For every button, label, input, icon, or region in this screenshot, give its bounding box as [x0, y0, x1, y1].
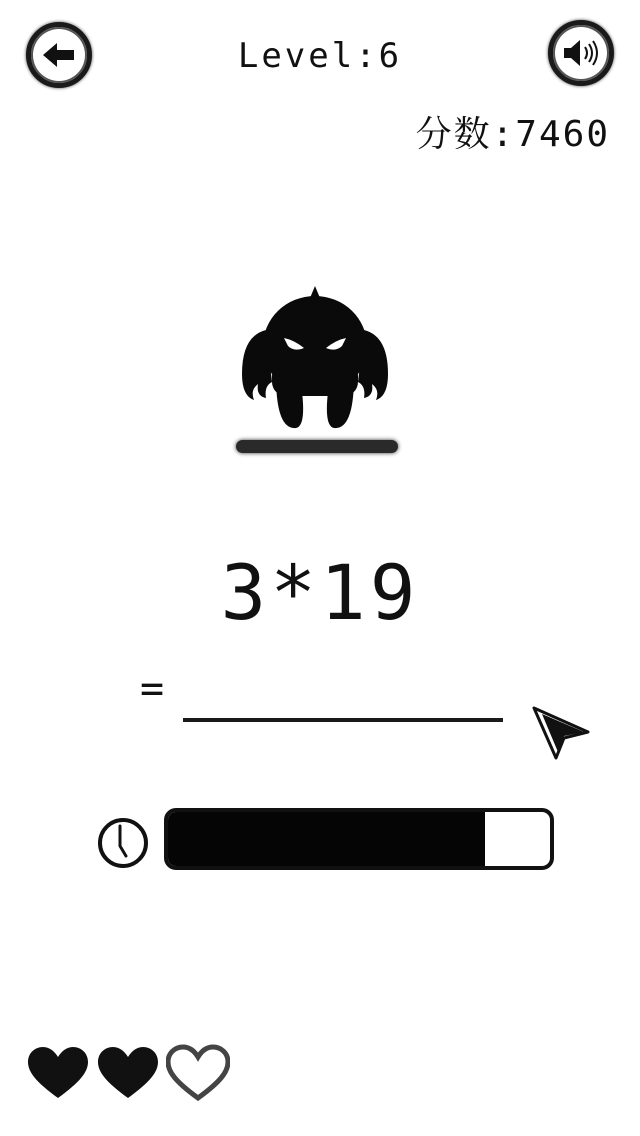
submit-button[interactable] — [530, 702, 592, 762]
score-label: 分数:7460 — [415, 114, 610, 155]
answer-input[interactable] — [183, 678, 503, 722]
level-label: Level:6 — [237, 36, 403, 76]
heart-filled-icon — [26, 1044, 90, 1102]
question-expression: 3*19 — [220, 548, 420, 637]
equals-sign: = — [140, 666, 165, 712]
timer-bar-fill — [168, 812, 485, 866]
monster-character — [236, 284, 394, 432]
lives-indicator — [26, 1044, 230, 1102]
heart-empty-icon — [166, 1044, 230, 1102]
sound-button[interactable] — [548, 20, 614, 86]
heart-filled-icon — [96, 1044, 160, 1102]
monster-platform — [236, 440, 398, 453]
speaker-icon — [561, 36, 601, 70]
clock-icon — [96, 816, 150, 870]
send-arrow-icon — [534, 708, 588, 758]
timer-bar — [164, 808, 554, 870]
